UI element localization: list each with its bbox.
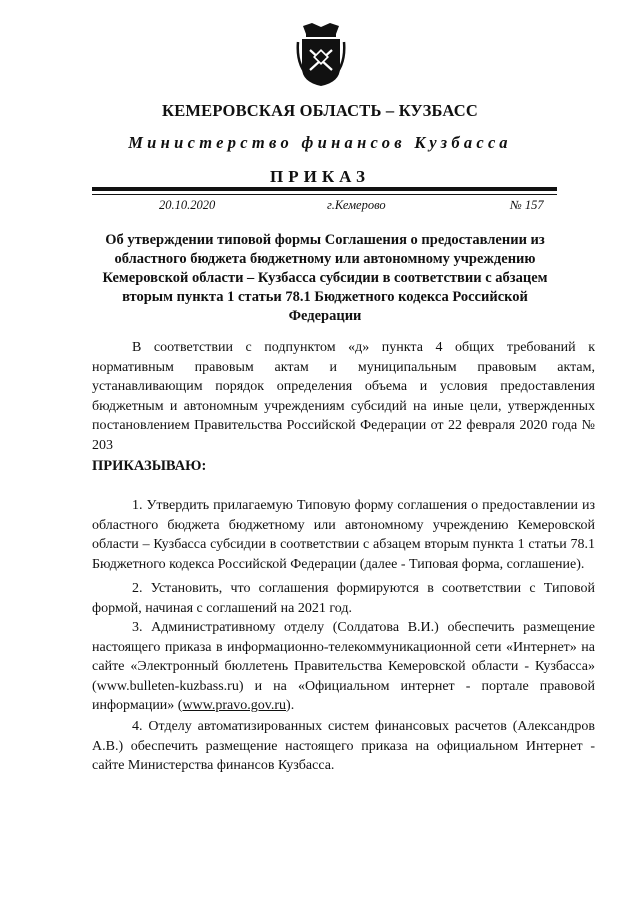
document-title: Об утверждении типовой формы Соглашения о предоставлении из областного бюджета бюджетному или автономному учреждению Кемеровской области – Кузбасса субсидии в соответствии с абзацем вторым пункта 1 статьи 78.1 Бюджетного кодекса Российской Федерации [102,232,548,324]
order-item-4: 4. Отделу автоматизированных систем финансовых расчетов (Александров А.В.) обеспечить размещение настоящего приказа на официальном Интернет - сайте Министерства финансов Кузбасса. [92,719,595,773]
region-name: КЕМЕРОВСКАЯ ОБЛАСТЬ – КУЗБАСС [162,101,478,120]
document-city: г.Кемерово [327,198,386,212]
order-item-3-end: ). [286,698,295,713]
document-type: ПРИКАЗ [270,167,370,186]
coat-of-arms-icon [296,22,346,88]
order-item-3-text: 3. Административному отделу (Солдатова В.И.) обеспечить размещение настоящего приказа в информационно-телекоммуникационной сети «Интернет» на сайте «Электронный бюллетень Правительства Кемеровской области - Кузбасса» (www.bulleten-kuzbass.ru) и на «Официальном интернет - портале правовой информации» ( [92,620,595,713]
header-divider-thick [92,187,557,191]
document-number: № 157 [510,198,544,212]
order-item-2: 2. Установить, что соглашения формируются в соответствии с Типовой формой, начиная с соглашений на 2021 год. [92,581,595,616]
pravo-link[interactable]: www.pravo.gov.ru [182,698,287,713]
document-date: 20.10.2020 [159,198,216,212]
decree-word: ПРИКАЗЫВАЮ: [92,458,207,474]
preamble-paragraph: В соответствии с подпунктом «д» пункта 4 общих требований к нормативным правовым актам и муниципальным правовым актам, устанавливающим порядок определения объема и условия предоставления бюджетным и автономным учреждениям субсидий на иные цели, утвержденных постановлением Правительства Российской Федерации от 22 февраля 2020 года № 203 [92,340,595,453]
header-divider-thin [92,194,557,195]
order-item-1: 1. Утвердить прилагаемую Типовую форму соглашения о предоставлении из областного бюджета бюджетному или автономному учреждению Кемеровской области – Кузбасса субсидии в соответствии с абзацем вторым пункта 1 статьи 78.1 Бюджетного кодекса Российской Федерации (далее - Типовая форма, соглашение). [92,498,595,572]
ministry-name: Министерство финансов Кузбасса [128,133,512,152]
order-item-3 [92,618,595,716]
